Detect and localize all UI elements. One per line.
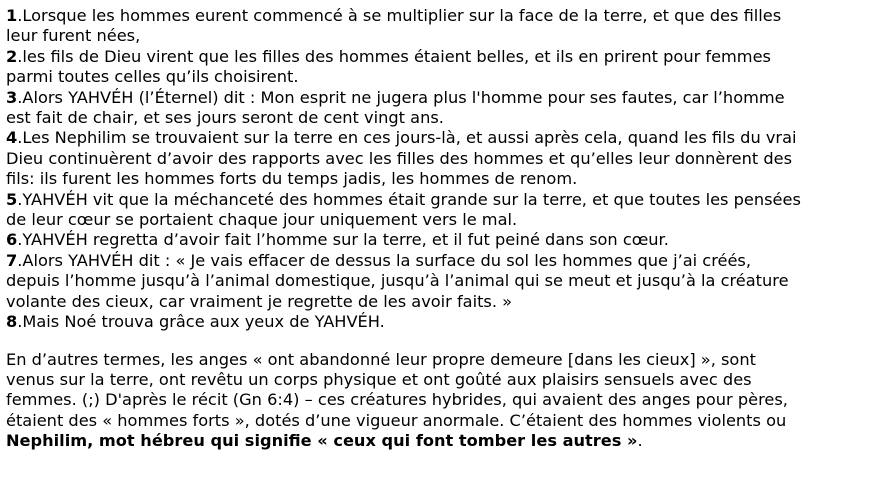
verse-number: 6	[6, 230, 18, 250]
commentary-paragraph	[6, 350, 788, 452]
verse-5	[6, 190, 806, 231]
verse-text: .Alors YAHVÉH (l’Éternel) dit : Mon esprit ne jugera plus l'homme pour ses fautes, car l’homme est fait de chair, et ses jours seront de cent vingt ans.	[6, 87, 785, 128]
verse-number: 5	[6, 189, 18, 209]
verse-2	[6, 47, 806, 88]
verse-number: 4	[6, 128, 18, 148]
verse-text: .Alors YAHVÉH dit : « Je vais effacer de dessus la surface du sol les hommes que j’ai créés, depuis l’homme jusqu’à l’animal domestique, jusqu’à l’animal qui se meut et jusqu’à la créature volante des cieux, car vraiment je regrette de les avoir faits. »	[6, 250, 789, 311]
verse-number: 7	[6, 250, 18, 270]
verse-number: 3	[6, 87, 18, 107]
verse-number: 8	[6, 312, 18, 332]
verse-text: .Les Nephilim se trouvaient sur la terre en ces jours-là, et aussi après cela, quand les fils du vrai Dieu continuèrent d’avoir des rapports avec les filles des hommes et qu’elles leur donnèrent des fils: ils furent les hommes forts du temps jadis, les hommes de renom.	[6, 128, 797, 189]
verse-6	[6, 230, 806, 250]
verse-1	[6, 6, 806, 47]
commentary-end: .	[637, 431, 643, 451]
verse-8	[6, 312, 806, 332]
verse-text: .les fils de Dieu virent que les filles des hommes étaient belles, et ils en prirent pour femmes parmi toutes celles qu’ils choisirent.	[6, 46, 771, 87]
verse-7	[6, 251, 806, 312]
commentary-emphasis: Nephilim, mot hébreu qui signifie « ceux qui font tomber les autres »	[6, 431, 638, 451]
verse-text: .YAHVÉH vit que la méchanceté des hommes était grande sur la terre, et que toutes les pensées de leur cœur se portaient chaque jour uniquement vers le mal.	[6, 189, 801, 230]
verse-number: 1	[6, 6, 18, 25]
verse-3	[6, 88, 806, 129]
verse-number: 2	[6, 46, 18, 66]
verse-text: .Mais Noé trouva grâce aux yeux de YAHVÉH.	[17, 312, 385, 332]
verse-4	[6, 128, 806, 189]
verse-text: .Lorsque les hommes eurent commencé à se multiplier sur la face de la terre, et que des filles leur furent nées,	[6, 6, 782, 46]
commentary-text: En d’autres termes, les anges « ont abandonné leur propre demeure [dans les cieux] », sont venus sur la terre, ont revêtu un corps physique et ont goûté aux plaisirs sensuels avec des femmes. (;) D'après le récit (Gn 6:4) – ces créatures hybrides, qui avaient des anges pour pères, étaient des « hommes forts », dotés d’une vigueur anormale. C’étaient des hommes violents ou	[6, 349, 788, 430]
verse-text: .YAHVÉH regretta d’avoir fait l’homme sur la terre, et il fut peiné dans son cœur.	[17, 230, 669, 250]
